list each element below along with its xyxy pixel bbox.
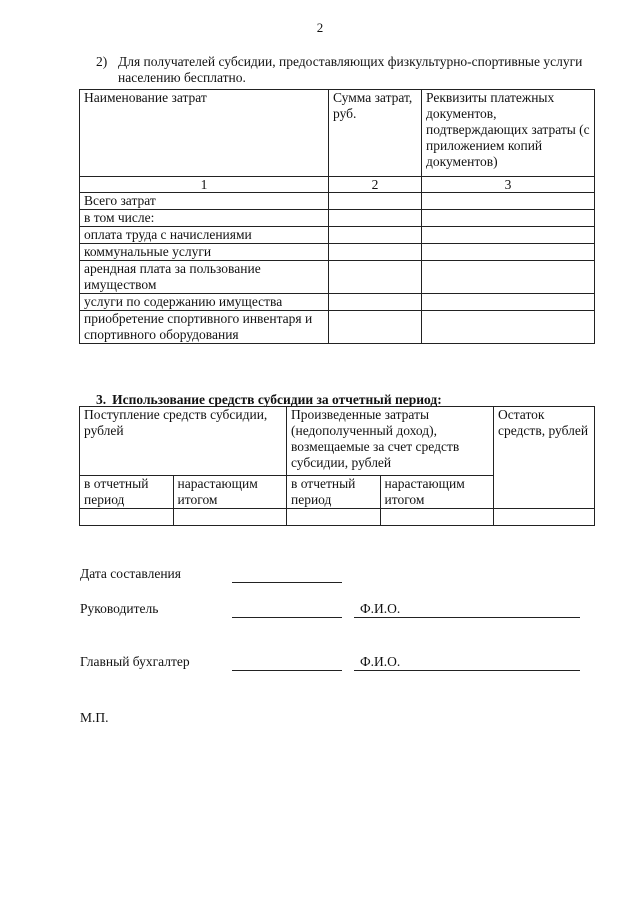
head-signature-line[interactable]	[232, 617, 342, 618]
row-label: оплата труда с начислениями	[80, 227, 329, 244]
docs-cell[interactable]	[422, 294, 595, 311]
header-cost-sum: Сумма затрат, руб.	[329, 90, 422, 177]
head-fio: Ф.И.О.	[360, 601, 401, 616]
row-label: коммунальные услуги	[80, 244, 329, 261]
expenses-cumulative-cell[interactable]	[380, 509, 493, 526]
costs-table-header	[80, 90, 595, 177]
receipt-period-cell[interactable]	[80, 509, 174, 526]
column-number: 2	[329, 177, 422, 193]
docs-cell[interactable]	[422, 311, 595, 344]
row-label: в том числе:	[80, 210, 329, 227]
docs-cell[interactable]	[422, 244, 595, 261]
section-3-number: 3.	[96, 392, 107, 407]
docs-cell[interactable]	[422, 210, 595, 227]
header-payment-docs: Реквизиты платежных документов, подтверждающих затраты (с приложением копий документов)	[422, 90, 595, 177]
header-cost-name: Наименование затрат	[80, 90, 329, 177]
page-number: 2	[316, 20, 324, 35]
column-numbers-row	[80, 177, 595, 193]
head-label: Руководитель	[80, 601, 159, 616]
section-2-number: 2)	[96, 54, 108, 69]
header-expenses: Произведенные затраты (недополученный доход), возмещаемые за счет средств субсидии, рублей	[286, 407, 493, 476]
accountant-label: Главный бухгалтер	[80, 654, 190, 669]
subheader-expenses-cumulative: нарастающим итогом	[380, 476, 493, 509]
usage-data-row	[80, 509, 595, 526]
head-fio-line[interactable]	[354, 617, 580, 618]
subheader-receipt-period: в отчетный период	[80, 476, 174, 509]
accountant-fio-line[interactable]	[354, 670, 580, 671]
column-number: 3	[422, 177, 595, 193]
table-row	[80, 193, 595, 210]
expenses-period-cell[interactable]	[286, 509, 380, 526]
balance-cell[interactable]	[494, 509, 595, 526]
sum-cell[interactable]	[329, 311, 422, 344]
section-2-heading	[96, 54, 596, 86]
date-field-line[interactable]	[232, 582, 342, 583]
usage-header-row	[80, 407, 595, 476]
table-row	[80, 261, 595, 294]
date-label: Дата составления	[80, 566, 181, 581]
table-row	[80, 294, 595, 311]
table-row	[80, 227, 595, 244]
table-row	[80, 210, 595, 227]
section-3-title: Использование средств субсидии за отчетный период:	[112, 392, 442, 407]
row-label: арендная плата за пользование имуществом	[80, 261, 329, 294]
header-subsidy-receipt: Поступление средств субсидии, рублей	[80, 407, 287, 476]
docs-cell[interactable]	[422, 261, 595, 294]
accountant-signature-line[interactable]	[232, 670, 342, 671]
sum-cell[interactable]	[329, 210, 422, 227]
subheader-receipt-cumulative: нарастающим итогом	[173, 476, 286, 509]
row-label: Всего затрат	[80, 193, 329, 210]
sum-cell[interactable]	[329, 227, 422, 244]
section-2-text: Для получателей субсидии, предоставляющих физкультурно-спортивные услуги населению бесплатно.	[118, 54, 583, 85]
accountant-fio: Ф.И.О.	[360, 654, 401, 669]
table-row	[80, 244, 595, 261]
docs-cell[interactable]	[422, 227, 595, 244]
docs-cell[interactable]	[422, 193, 595, 210]
sum-cell[interactable]	[329, 261, 422, 294]
costs-table	[79, 89, 595, 344]
row-label: приобретение спортивного инвентаря и спортивного оборудования	[80, 311, 329, 344]
header-balance: Остаток средств, рублей	[494, 407, 595, 509]
table-row	[80, 311, 595, 344]
subheader-expenses-period: в отчетный период	[286, 476, 380, 509]
sum-cell[interactable]	[329, 193, 422, 210]
row-label: услуги по содержанию имущества	[80, 294, 329, 311]
stamp-label: М.П.	[80, 710, 109, 725]
subsidy-usage-table	[79, 406, 595, 526]
sum-cell[interactable]	[329, 294, 422, 311]
sum-cell[interactable]	[329, 244, 422, 261]
receipt-cumulative-cell[interactable]	[173, 509, 286, 526]
column-number: 1	[80, 177, 329, 193]
